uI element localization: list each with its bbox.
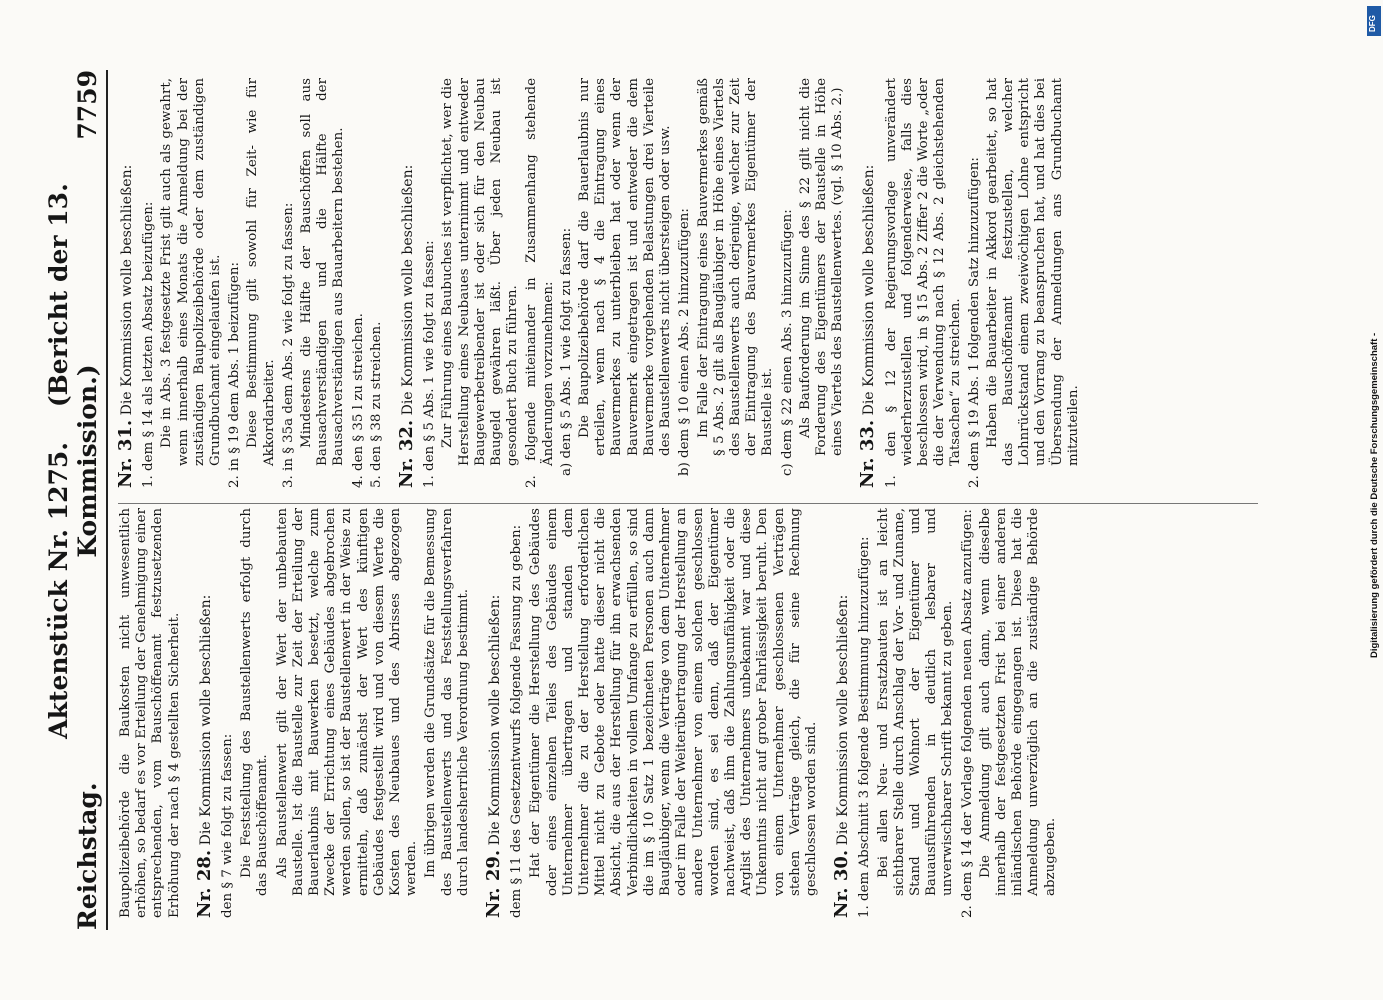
- nr32-sub-b: b) dem § 10 einen Abs. 2 hinzuzufügen:: [677, 208, 693, 476]
- nr32-label: Nr. 32.: [396, 419, 418, 488]
- page-header: [44, 70, 108, 930]
- nr32-sub-a-text: Die Baupolizeibehörde darf die Bauerlaubnis nur erteilen, wenn nach § 4 die Eintragung eines Bauvermerkes zu unterbleiben hat oder wenn der Bauvermerk eingetragen ist und entweder die dem Bauvermerke vorgehenden Belastungen drei Vierteile des Baustellenwerts nicht übersteigen oder usw.: [577, 78, 674, 456]
- nr30-item2: 2. dem § 14 der Vorlage folgenden neuen Absatz anzufügen:: [959, 509, 975, 918]
- intro-paragraph: Baupolizeibehörde die Baukosten nicht unwesentlich erhöhen, so bedarf es vor Erteilung der Genehmigung einer entsprechenden, vom Bauschöffenamt festzusetzenden Erhöhung der nach § 4 gestellten Sicherheit.: [118, 508, 182, 918]
- nr31-item3-text: Mindestens die Hälfte der Bauschöffen soll aus Bausachverständigen und die Hälfte der Bausachverständigen aus Bauarbeitern bestehen.: [299, 78, 347, 466]
- nr29-p1: Hat der Eigentümer die Herstellung des Gebäudes oder eines einzelnen Teiles des Gebäudes einem Unternehmer übertragen und standen dem Unternehmer die zu der Herstellung erforderlichen Mittel nicht zu Gebote oder hatte dieser nicht die Absicht, die aus der Herstellung für ihn erwachsenden Verbindlichkeiten in vollem Umfange zu erfüllen, so sind die im § 10 Satz 1 bezeichneten Personen auch dann Baugläubiger, wenn die Verträge von dem Unternehmer oder im Falle der Weiterübertragung der Herstellung an andere Unternehmer von einem solchen geschlossen worden sind, es sei denn, daß der Eigentümer nachweist, daß ihm die Zahlungsunfähigkeit oder die Arglist des Unternehmers unbekannt war und diese Unkenntnis nicht auf grober Fahrlässigkeit beruht. Den von einem Unternehmer geschlossenen Verträgen stehen Verträge gleich, die für seine Rechnung geschlossen worden sind.: [528, 508, 819, 896]
- nr31-item4: 4. den § 35 l zu streichen.: [350, 313, 366, 488]
- nr28-heading: [193, 508, 215, 918]
- header-center: [44, 140, 102, 783]
- nr30-heading: [831, 508, 853, 918]
- column-divider: [118, 503, 1258, 504]
- nr28-p2: Als Baustellenwert gilt der Wert der unbebauten Baustelle. Ist die Baustelle zur Zeit der Erteilung der Bauerlaubnis mit Bauwerken besetzt, welche zum Zwecke der Errichtung eines Gebäudes abgebrochen werden sollen, so ist der Baustellenwert in der Weise zu ermitteln, daß zunächst der Wert des künftigen Gebäudes festgestellt wird und von diesem Werte die Kosten des Neubaues und des Abrisses abgezogen werden.: [274, 508, 420, 896]
- header-left: Reichstag.: [73, 782, 102, 930]
- nr33-item1: 1. den § 12 der Regierungsvorlage unverändert wiederherzustellen und folgenderweise, falls dies beschlossen wird, in § 15 Abs. 2 Ziffer 2 die Worte „oder die der Verwendung nach § 12 Abs. 2 gleichstehenden Tatsachen“ zu streichen.: [883, 78, 964, 488]
- nr29-label: Nr. 29.: [483, 849, 505, 918]
- page-number: 7759: [73, 70, 102, 140]
- nr31-label: Nr. 31.: [115, 419, 136, 488]
- digitization-note: [1369, 18, 1381, 658]
- nr29-text: Die Kommission wolle beschließen:: [487, 594, 504, 846]
- nr31-item2-text: Diese Bestimmung gilt sowohl für Zeit- wie für Akkordarbeiter.: [245, 78, 277, 466]
- nr31-item2: 2. in § 19 dem Abs. 1 beizufügen:: [227, 262, 243, 488]
- nr33-label: Nr. 33.: [857, 419, 879, 488]
- nr30-item1: 1. dem Abschnitt 3 folgende Bestimmung hinzuzufügen:: [857, 536, 873, 918]
- nr31-text: Die Kommission wolle beschließen:: [119, 164, 135, 416]
- nr30-label: Nr. 30.: [831, 849, 853, 918]
- nr32-item1-text: Zur Führung eines Baubuches ist verpflichtet, wer die Herstellung eines Neubaues unternimmt und entweder Baugewerbetreibender ist oder sich für den Neubau Baugeld gewähren läßt. Über jeden Neubau ist gesondert Buch zu führen.: [440, 78, 521, 466]
- digitization-note-text: Digitalisierung gefördert durch die Deutsche Forschungsgemeinschaft -: [1369, 332, 1380, 658]
- nr30-item2-text: Die Anmeldung gilt auch dann, wenn dieselbe innerhalb der festgesetzten Frist bei einer anderen inländischen Behörde eingegangen ist. Diese hat die Anmeldung unverzüglich an die zuständige Behörde abzugeben.: [977, 508, 1058, 896]
- nr33-text: Die Kommission wolle beschließen:: [861, 164, 878, 416]
- nr32-text: Die Kommission wolle beschließen:: [400, 164, 417, 416]
- right-column: [115, 78, 1085, 488]
- nr32-sub-c-text: Als Bauforderung im Sinne des § 22 gilt nicht die Forderung des Eigentümers der Baustelle in Höhe eines Viertels des Baustellenwertes. (vgl. § 10 Abs. 2.): [797, 78, 846, 456]
- header-title: Aktenstück Nr. 1275.: [44, 441, 73, 739]
- nr28-p3: Im übrigen werden die Grundsätze für die Bemessung des Baustellenwerts und das Feststellungsverfahren durch landesherrliche Verordnung bestimmt.: [423, 508, 471, 896]
- nr32-sub-c: c) dem § 22 einen Abs. 3 hinzuzufügen:: [779, 209, 795, 476]
- nr29-line1: dem § 11 des Gesetzentwurfs folgende Fassung zu geben:: [509, 524, 525, 918]
- nr33-item2: 2. dem § 19 Abs. 1 folgenden Satz hinzuzufügen:: [966, 157, 982, 488]
- nr32-heading: [396, 78, 418, 488]
- nr28-p1: Die Feststellung des Baustellenwerts erfolgt durch das Bauschöffenamt.: [239, 508, 271, 896]
- nr28-line1: den § 7 wie folgt zu fassen:: [220, 733, 236, 918]
- nr32-item2: 2. folgende miteinander in Zusammenhang stehende Änderungen vorzunehmen:: [524, 78, 556, 488]
- nr30-text: Die Kommission wolle beschließen:: [835, 594, 852, 846]
- nr33-item2-text: Haben die Bauarbeiter in Akkord gearbeitet, so hat das Bauschöffenamt festzustellen, welcher Lohnrückstand einem zweiwöchigen Lohne entspricht und den Vorrang zu beanspruchen hat, und hat dies bei Übersendung der Anmeldungen ans Grundbuchamt mitzuteilen.: [984, 78, 1081, 466]
- nr31-item3: 3. in § 35a dem Abs. 2 wie folgt zu fassen:: [280, 202, 296, 488]
- nr31-item1-text: Die in Abs. 3 festgesetzte Frist gilt auch als gewahrt, wenn innerhalb eines Monats die Anmeldung bei der zuständigen Baupolizeibehörde oder dem zuständigen Grundbuchamt eingelaufen ist.: [159, 78, 224, 466]
- nr33-heading: [857, 78, 879, 488]
- dfg-logo-text: DFG: [1368, 15, 1377, 32]
- nr32-sub-b-text: Im Falle der Eintragung eines Bauvermerkes gemäß § 5 Abs. 2 gilt als Baugläubiger in Höhe eines Viertels des Baustellenwerts auch derjenige, welcher zur Zeit der Eintragung des Bauvermerkes Eigentümer der Baustelle ist.: [695, 78, 776, 456]
- nr28-text: Die Kommission wolle beschließen:: [197, 594, 214, 846]
- nr28-label: Nr. 28.: [193, 849, 215, 918]
- left-column: [118, 508, 1062, 918]
- nr31-item5: 5. den § 38 zu streichen.: [368, 321, 384, 488]
- nr29-heading: [483, 508, 505, 918]
- nr32-item1: 1. den § 5 Abs. 1 wie folgt zu fassen:: [422, 240, 438, 488]
- nr32-sub-a: a) den § 5 Abs. 1 wie folgt zu fassen:: [558, 227, 574, 476]
- nr31-heading: [115, 78, 136, 488]
- nr30-item1-text: Bei allen Neu- und Ersatzbauten ist an leicht sichtbarer Stelle durch Anschlag der Vor- und Zuname, Stand und Wohnort der Eigentümer und Bauausführenden in deutlich lesbarer und unverwischbarer Schrift bekannt zu geben.: [875, 508, 956, 896]
- nr31-item1: 1. dem § 14 als letzten Absatz beizufügen:: [141, 201, 157, 488]
- header-subtitle: (Bericht der 13. Kommission.): [44, 183, 102, 558]
